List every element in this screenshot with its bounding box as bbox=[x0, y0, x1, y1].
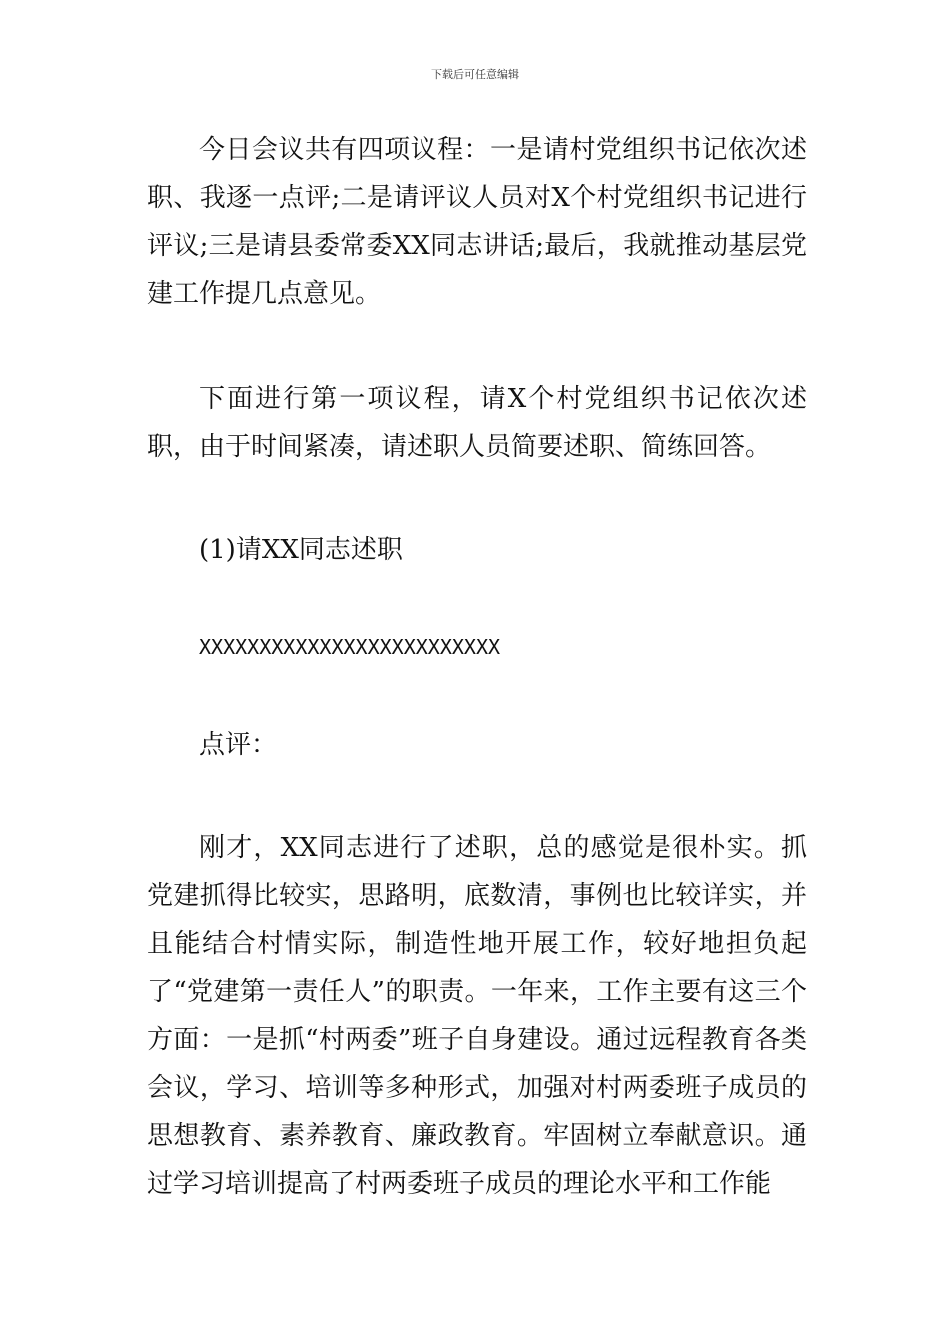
page-header: 下载后可任意编辑 bbox=[431, 68, 519, 81]
paragraph-speaker: (1)请XX同志述职 bbox=[199, 535, 403, 565]
paragraph-comment-body: 刚才，XX同志进行了述职，总的感觉是很朴实。抓党建抓得比较实，思路明，底数清，事例也比较详实，并且能结合村情实际，制造性地开展工作，较好地担负起了“党建第一责任人”的职责。一年来，工作主要有这三个方面：一是抓“村两委”班子自身建设。通过远程教育各类会议，学习、培训等多种形式，加强对村两委班子成员的思想教育、素养教育、廉政教育。牢固树立奉献意识。通过学习培训提高了村两委班子成员的理论水平和工作能 bbox=[147, 833, 807, 1199]
paragraph-comment-label: 点评： bbox=[199, 730, 278, 760]
paragraph-first-item: 下面进行第一项议程，请X个村党组织书记依次述职，由于时间紧凑，请述职人员简要述职、简练回答。 bbox=[147, 384, 807, 462]
paragraph-placeholder: XXXXXXXXXXXXXXXXXXXXXXXXX bbox=[199, 635, 501, 659]
paragraph-agenda: 今日会议共有四项议程：一是请村党组织书记依次述职、我逐一点评;二是请评议人员对X个村党组织书记进行评议;三是请县委常委XX同志讲话;最后，我就推动基层党建工作提几点意见。 bbox=[147, 135, 807, 309]
